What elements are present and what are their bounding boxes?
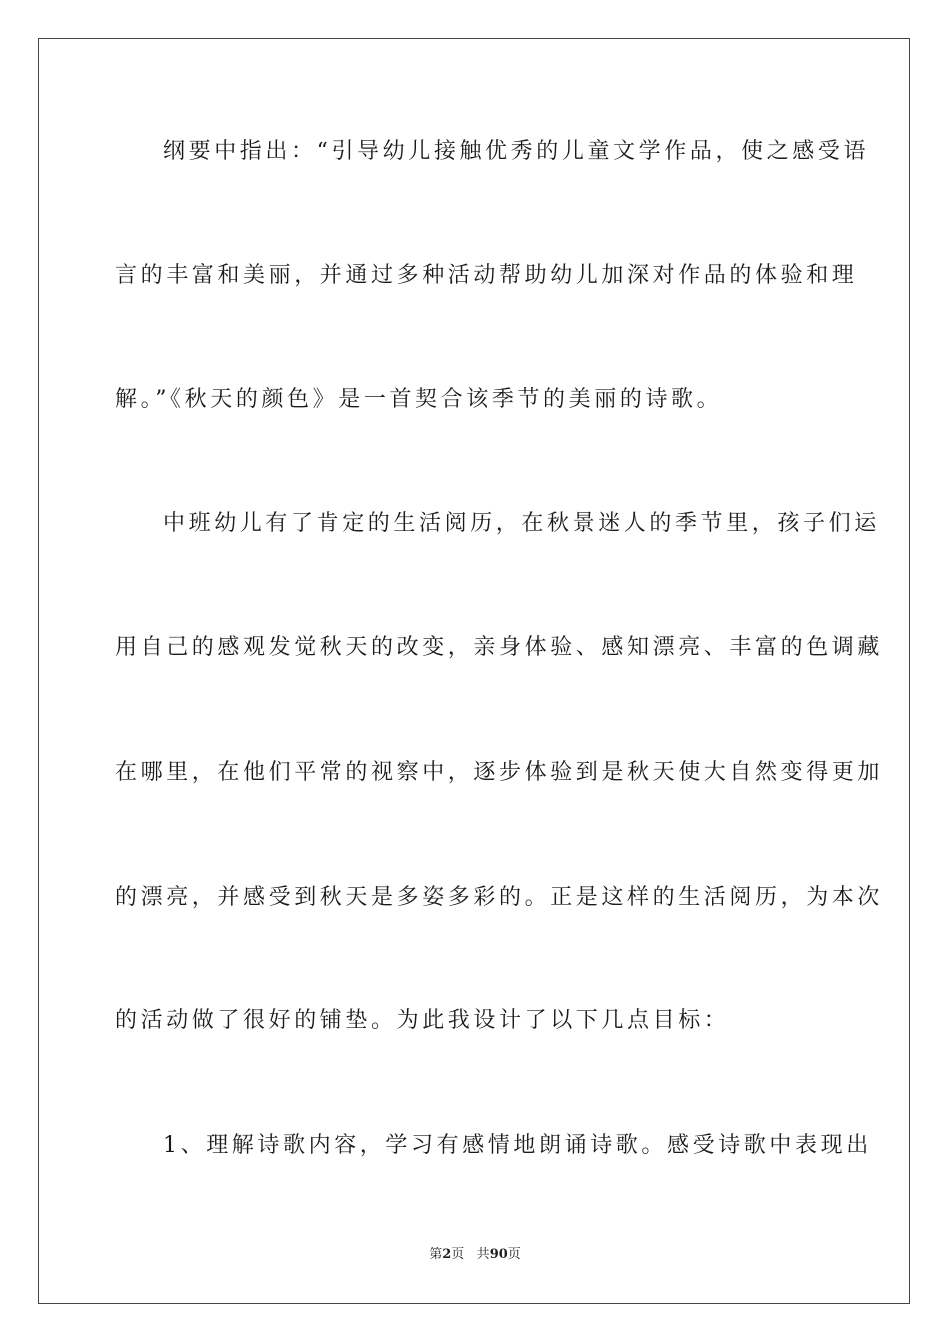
- footer-total-pages: 90: [489, 1247, 508, 1262]
- footer-total-prefix: 共: [476, 1247, 490, 1262]
- text-line-8: 的活动做了很好的铺垫。为此我设计了以下几点目标：: [115, 1008, 730, 1033]
- text-line-3: 解。”《秋天的颜色》是一首契合该季节的美丽的诗歌。: [115, 387, 723, 412]
- text-line-9: 1、理解诗歌内容，学习有感情地朗诵诗歌。感受诗歌中表现出: [163, 1133, 872, 1158]
- page-footer: [0, 1247, 950, 1263]
- text-line-6: 在哪里，在他们平常的视察中，逐步体验到是秋天使大自然变得更加: [115, 760, 884, 785]
- footer-total-suffix: 页: [507, 1247, 521, 1262]
- text-line-5: 用自己的感观发觉秋天的改变，亲身体验、感知漂亮、丰富的色调藏: [115, 635, 884, 660]
- footer-page-prefix: 第: [429, 1247, 443, 1262]
- footer-page-number: 2: [442, 1247, 452, 1262]
- page-border: [38, 38, 910, 1304]
- text-line-2: 言的丰富和美丽，并通过多种活动帮助幼儿加深对作品的体验和理: [115, 263, 858, 288]
- footer-page-suffix: 页: [451, 1247, 465, 1262]
- text-line-4: 中班幼儿有了肯定的生活阅历，在秋景迷人的季节里，孩子们运: [163, 511, 880, 536]
- text-line-7: 的漂亮，并感受到秋天是多姿多彩的。正是这样的生活阅历，为本次: [115, 885, 884, 910]
- text-line-1: 纲要中指出：“引导幼儿接触优秀的儿童文学作品，使之感受语: [163, 139, 870, 164]
